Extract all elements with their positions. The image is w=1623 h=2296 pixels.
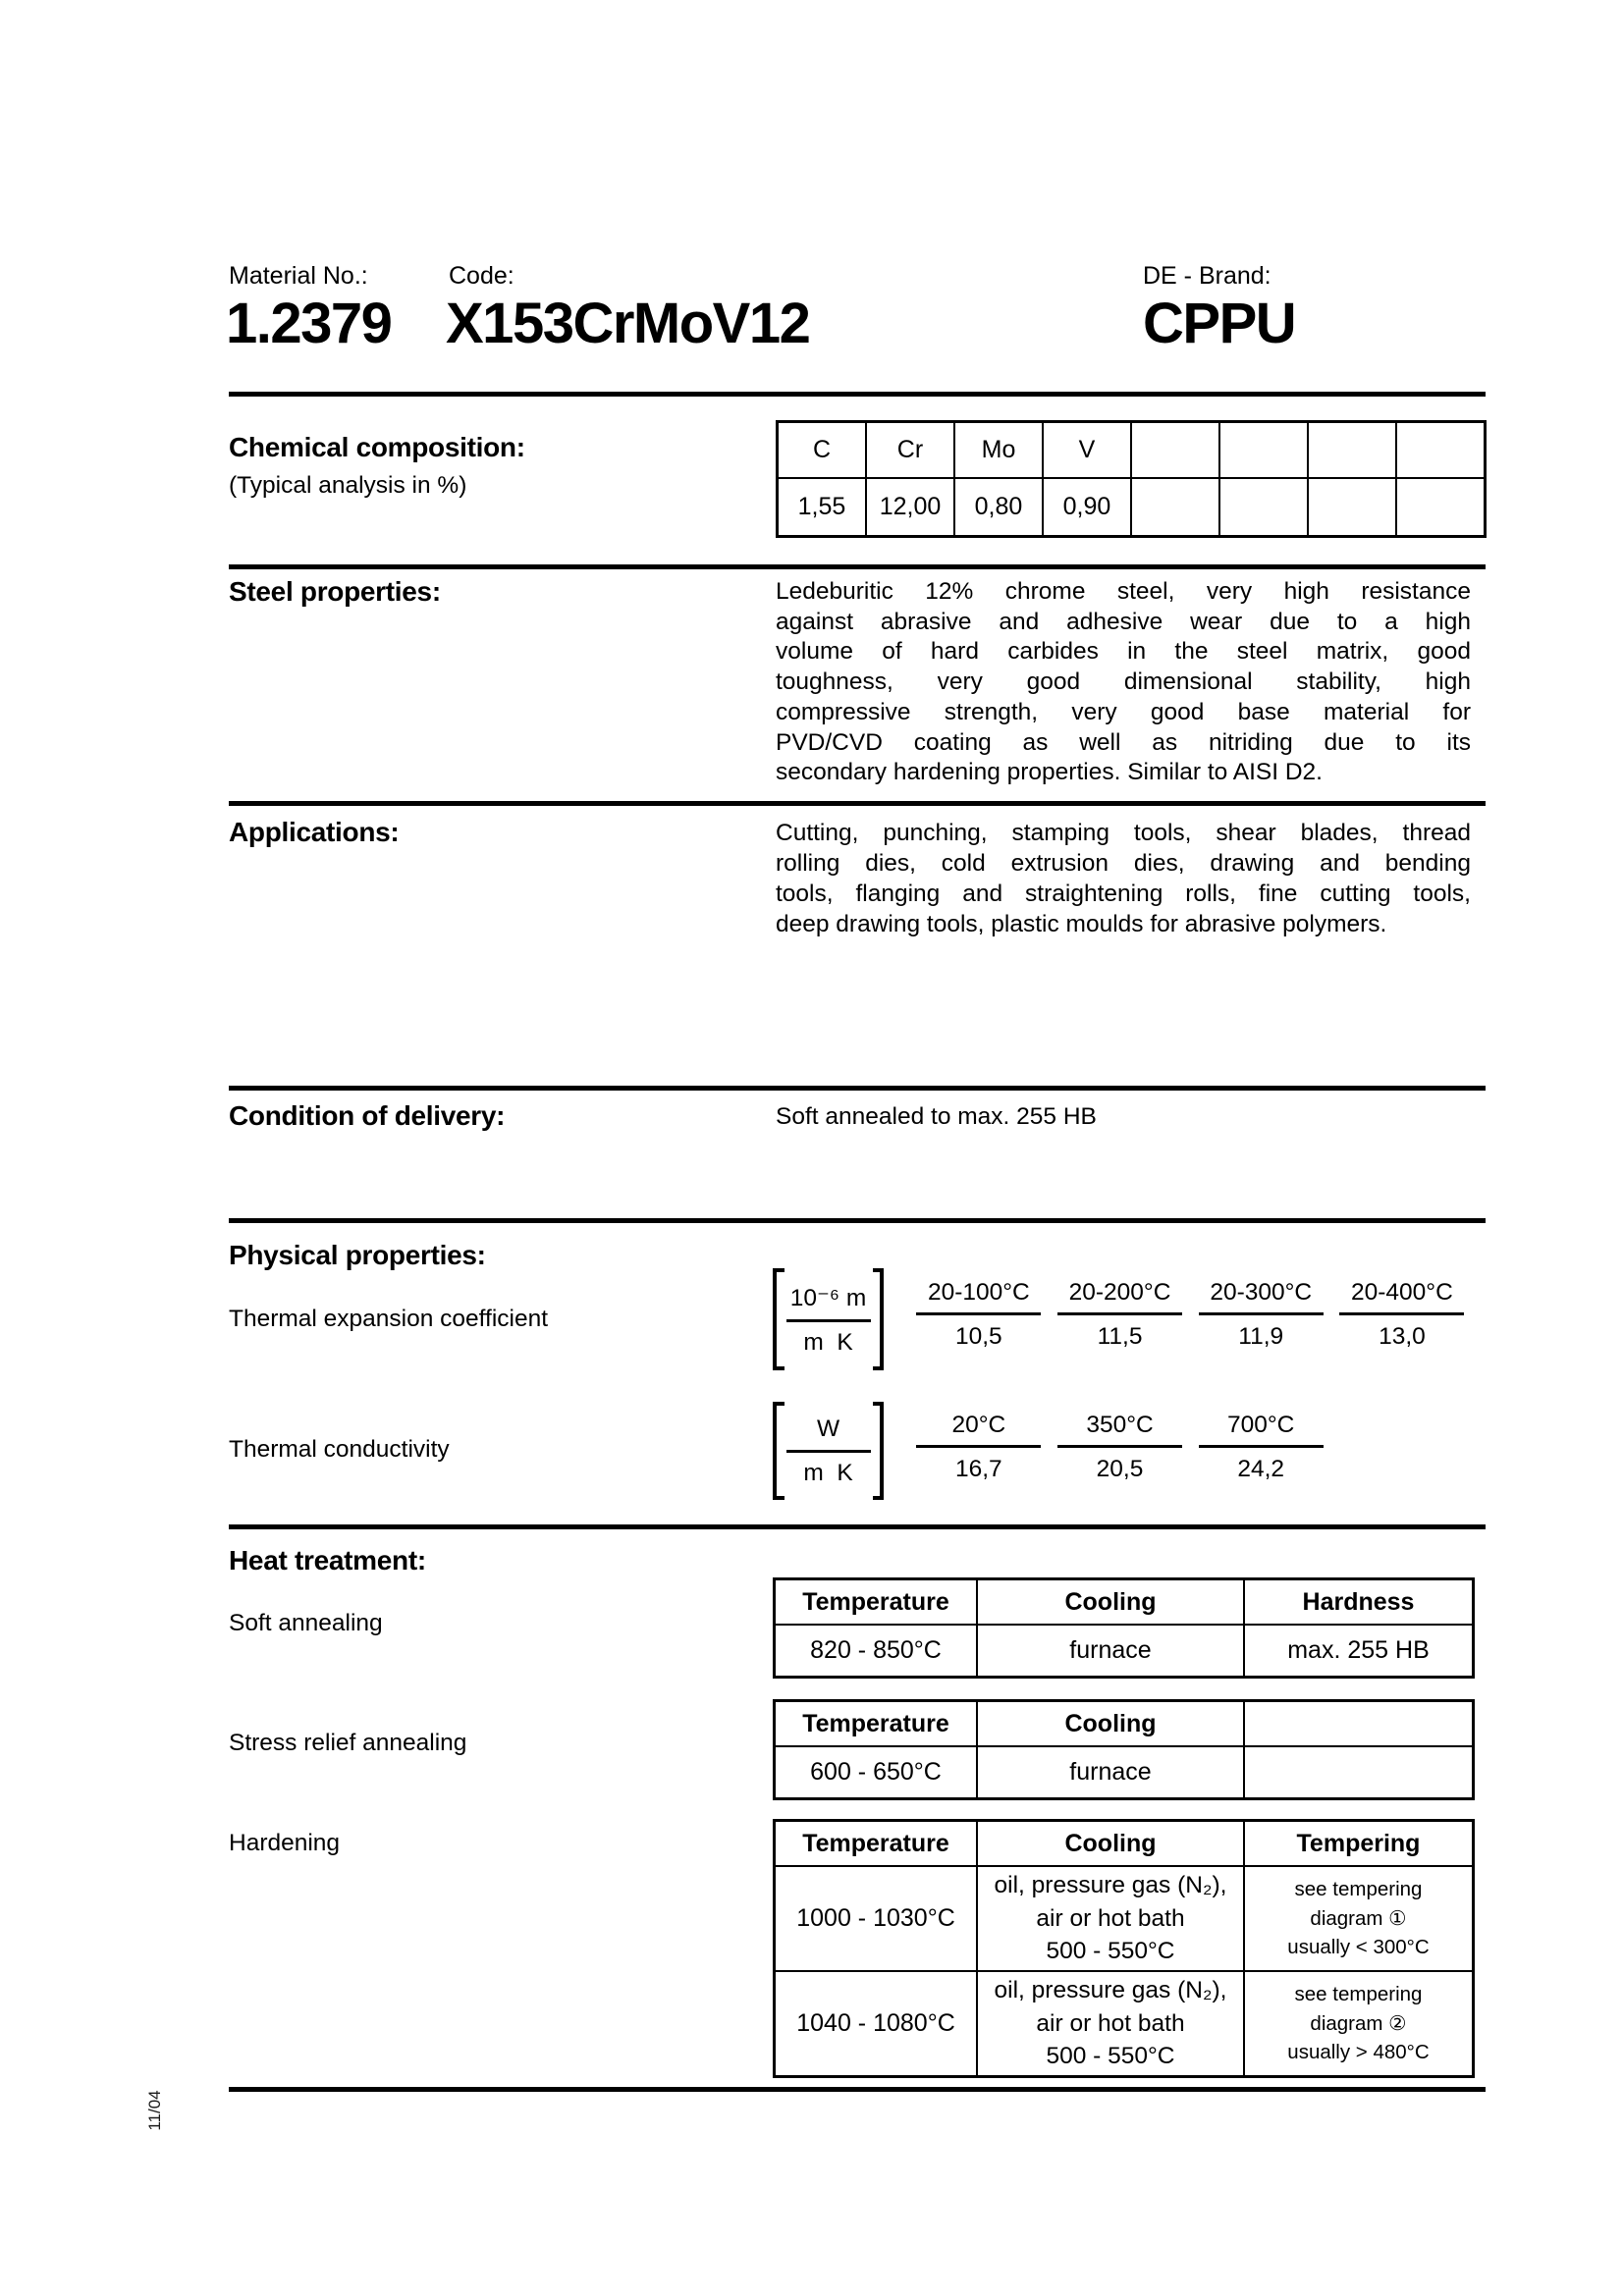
hardening-table — [773, 1819, 1475, 2078]
code-value: X153CrMoV12 — [446, 292, 810, 355]
cooling-line: air or hot bath — [1036, 1904, 1185, 1932]
fraction-bar — [916, 1445, 1041, 1448]
chem-header-cell — [1219, 422, 1308, 479]
tempering-line: usually < 300°C — [1287, 1936, 1430, 1959]
chemical-composition-heading: Chemical composition: — [229, 432, 525, 462]
divider — [229, 1524, 1486, 1529]
chem-value-cell: 0,90 — [1043, 478, 1131, 537]
value-column — [1331, 1279, 1473, 1351]
table-row — [775, 1625, 1474, 1678]
divider — [229, 1086, 1486, 1091]
unit-denominator: m K — [803, 1328, 853, 1356]
chem-value-cell — [1396, 478, 1486, 537]
coefficient-value: 10,5 — [955, 1323, 1002, 1350]
table-row — [775, 1821, 1474, 1867]
heat-treatment-heading: Heat treatment: — [229, 1545, 426, 1575]
chem-header-cell — [1308, 422, 1396, 479]
applications-heading: Applications: — [229, 817, 400, 847]
bracket-right — [873, 1268, 885, 1370]
value-column — [1050, 1279, 1191, 1351]
divider — [229, 1218, 1486, 1223]
unit-fraction — [784, 1402, 873, 1500]
column-header: Cooling — [977, 1701, 1244, 1747]
text-line: tools, flanging and straightening rolls, fine cutting tools, — [776, 881, 1471, 907]
column-header: Temperature — [775, 1579, 978, 1626]
fraction-bar — [1199, 1312, 1324, 1315]
tempering-cell — [1244, 1866, 1474, 1971]
tempering-line: see tempering — [1294, 1878, 1423, 1901]
chem-header-cell: Cr — [866, 422, 954, 479]
temperature-range: 20-300°C — [1210, 1279, 1313, 1306]
column-header: Temperature — [775, 1701, 978, 1747]
value-column — [1050, 1412, 1191, 1483]
column-header: Tempering — [1244, 1821, 1474, 1867]
cooling-line: air or hot bath — [1036, 2009, 1185, 2037]
coefficient-value: 11,5 — [1097, 1323, 1143, 1350]
soft-annealing-label: Soft annealing — [229, 1610, 383, 1636]
temperature-range: 350°C — [1086, 1412, 1154, 1438]
temperature-range: 20-200°C — [1068, 1279, 1171, 1306]
text-line: PVD/CVD coating as well as nitriding due to its — [776, 728, 1471, 756]
chem-value-cell: 12,00 — [866, 478, 954, 537]
tempering-cell — [1244, 1971, 1474, 2077]
column-header — [1244, 1701, 1474, 1747]
coefficient-value: 11,9 — [1238, 1323, 1284, 1350]
condition-of-delivery-heading: Condition of delivery: — [229, 1100, 506, 1131]
applications-text — [776, 818, 1471, 939]
chem-value-cell: 0,80 — [954, 478, 1043, 537]
chem-header-cell: V — [1043, 422, 1131, 479]
tempering-line: diagram ① — [1310, 1906, 1407, 1930]
temperature-cell: 820 - 850°C — [775, 1625, 978, 1678]
temperature-range: 20-100°C — [927, 1279, 1030, 1306]
cooling-cell — [977, 1866, 1244, 1971]
unit-numerator: W — [816, 1415, 840, 1442]
table-row — [775, 1866, 1474, 1971]
revision-note: 11/04 — [145, 2090, 164, 2131]
code-label: Code: — [449, 262, 514, 290]
thermal-conductivity-label: Thermal conductivity — [229, 1436, 450, 1463]
thermal-conductivity-values — [908, 1412, 1331, 1483]
fraction-bar — [916, 1312, 1041, 1315]
temperature-range: 20-400°C — [1351, 1279, 1453, 1306]
chem-header-cell: C — [778, 422, 867, 479]
thermal-conductivity-unit — [773, 1402, 884, 1500]
temperature-cell: 1000 - 1030°C — [775, 1866, 978, 1971]
divider — [229, 392, 1486, 397]
temperature-cell: 600 - 650°C — [775, 1746, 978, 1799]
table-row — [778, 478, 1486, 537]
thermal-expansion-label: Thermal expansion coefficient — [229, 1306, 549, 1332]
table-row — [775, 1746, 1474, 1799]
thermal-expansion-values — [908, 1279, 1473, 1351]
brand-label: DE - Brand: — [1143, 262, 1271, 290]
cooling-cell: furnace — [977, 1625, 1244, 1678]
temperature-range: 20°C — [951, 1412, 1006, 1438]
stress-relief-annealing-table — [773, 1699, 1475, 1800]
value-column — [908, 1412, 1050, 1483]
text-line: compressive strength, very good base material for — [776, 698, 1471, 725]
unit-fraction — [784, 1268, 873, 1370]
cooling-line: oil, pressure gas (N₂), — [994, 1872, 1227, 1899]
material-no-value: 1.2379 — [226, 292, 392, 355]
tempering-line: usually > 480°C — [1287, 2041, 1430, 2064]
cooling-line: oil, pressure gas (N₂), — [994, 1977, 1227, 2004]
column-header: Cooling — [977, 1579, 1244, 1626]
text-line: secondary hardening properties. Similar to AISI D2. — [776, 759, 1323, 786]
coefficient-value: 13,0 — [1379, 1323, 1426, 1350]
conductivity-value: 24,2 — [1237, 1456, 1285, 1482]
temperature-range: 700°C — [1226, 1412, 1295, 1438]
table-row — [775, 1971, 1474, 2077]
column-header: Cooling — [977, 1821, 1244, 1867]
tempering-line: diagram ② — [1310, 2011, 1407, 2035]
divider — [229, 2087, 1486, 2092]
text-line: volume of hard carbides in the steel matrix, good — [776, 638, 1471, 666]
chem-value-cell: 1,55 — [778, 478, 867, 537]
chemical-composition-table — [776, 420, 1487, 538]
divider — [229, 801, 1486, 806]
conductivity-value: 20,5 — [1096, 1456, 1144, 1482]
cooling-line: 500 - 550°C — [1046, 2043, 1175, 2070]
chemical-composition-subheading: (Typical analysis in %) — [229, 472, 467, 499]
physical-properties-heading: Physical properties: — [229, 1240, 486, 1270]
value-column — [1190, 1279, 1331, 1351]
cooling-line: 500 - 550°C — [1046, 1938, 1175, 1965]
bracket-left — [773, 1268, 784, 1370]
fraction-bar — [1057, 1445, 1182, 1448]
chem-value-cell — [1131, 478, 1219, 537]
conductivity-value: 16,7 — [954, 1456, 1002, 1482]
hardness-cell: max. 255 HB — [1244, 1625, 1474, 1678]
text-line: deep drawing tools, plastic moulds for abrasive polymers. — [776, 911, 1387, 937]
brand-value: CPPU — [1143, 292, 1296, 355]
unit-denominator: m K — [803, 1459, 853, 1486]
value-column — [1190, 1412, 1331, 1483]
bracket-left — [773, 1402, 784, 1500]
hardening-label: Hardening — [229, 1830, 341, 1856]
cooling-cell — [977, 1971, 1244, 2077]
chem-value-cell — [1308, 478, 1396, 537]
steel-properties-text — [776, 577, 1471, 788]
text-line: rolling dies, cold extrusion dies, drawing and bending — [776, 850, 1471, 877]
text-line: Cutting, punching, stamping tools, shear blades, thread — [776, 820, 1471, 846]
empty-cell — [1244, 1746, 1474, 1799]
bracket-right — [873, 1402, 885, 1500]
condition-of-delivery-text: Soft annealed to max. 255 HB — [776, 1103, 1097, 1130]
text-line: against abrasive and adhesive wear due to a high — [776, 608, 1471, 635]
value-column — [908, 1279, 1050, 1351]
tempering-line: see tempering — [1294, 1983, 1423, 2006]
chem-header-cell: Mo — [954, 422, 1043, 479]
temperature-cell: 1040 - 1080°C — [775, 1971, 978, 2077]
cooling-cell: furnace — [977, 1746, 1244, 1799]
steel-properties-heading: Steel properties: — [229, 576, 441, 607]
chem-header-cell — [1131, 422, 1219, 479]
chem-value-cell — [1219, 478, 1308, 537]
text-line: toughness, very good dimensional stability, high — [776, 668, 1471, 696]
column-header: Temperature — [775, 1821, 978, 1867]
text-line: Ledeburitic 12% chrome steel, very high resistance — [776, 578, 1471, 605]
thermal-expansion-unit — [773, 1268, 884, 1370]
column-header: Hardness — [1244, 1579, 1474, 1626]
unit-numerator: 10⁻⁶ m — [789, 1284, 867, 1311]
table-row — [775, 1579, 1474, 1626]
divider — [229, 564, 1486, 569]
fraction-bar — [1339, 1312, 1464, 1315]
table-row — [775, 1701, 1474, 1747]
fraction-bar — [1199, 1445, 1324, 1448]
soft-annealing-table — [773, 1577, 1475, 1679]
material-no-label: Material No.: — [229, 262, 368, 290]
chem-header-cell — [1396, 422, 1486, 479]
stress-relief-annealing-label: Stress relief annealing — [229, 1730, 467, 1756]
table-row — [778, 422, 1486, 479]
fraction-bar — [1057, 1312, 1182, 1315]
